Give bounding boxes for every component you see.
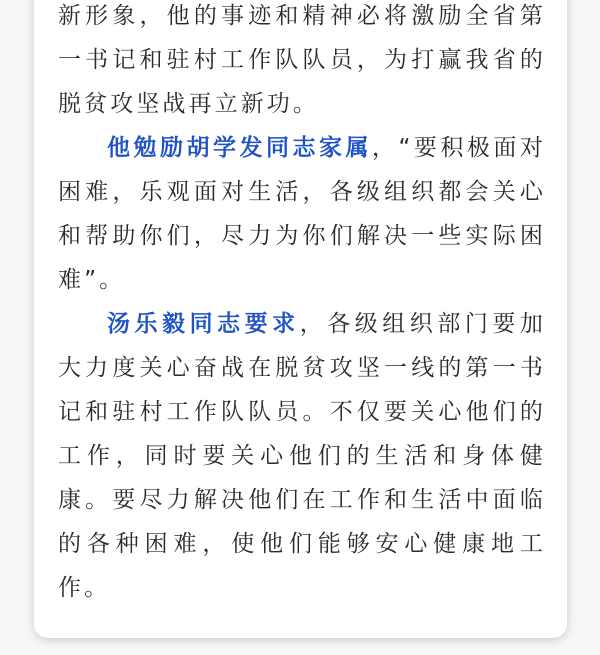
- article-body: [58, 0, 546, 610]
- article-card: [34, 0, 567, 638]
- paragraph-2-text: ，“要积极面对困难，乐观面对生活，各级组织都会关心和帮助你们，尽力为你们解决一些实际困难”。: [58, 135, 546, 293]
- highlighted-phrase: 他勉励胡学发同志家属: [107, 135, 372, 161]
- highlighted-phrase: 汤乐毅同志要求: [107, 311, 300, 337]
- article-paragraph-1: [58, 0, 546, 126]
- paragraph-1-text: 新形象，他的事迹和精神必将激励全省第一书记和驻村工作队队员，为打赢我省的脱贫攻坚战再立新功。: [58, 3, 546, 117]
- article-paragraph-2: [58, 126, 546, 302]
- article-paragraph-3: [58, 302, 546, 610]
- paragraph-3-text: ，各级组织部门要加大力度关心奋战在脱贫攻坚一线的第一书记和驻村工作队队员。不仅要关心他们的工作，同时要关心他们的生活和身体健康。要尽力解决他们在工作和生活中面临的各种困难，使他们能够安心健康地工作。: [58, 311, 546, 601]
